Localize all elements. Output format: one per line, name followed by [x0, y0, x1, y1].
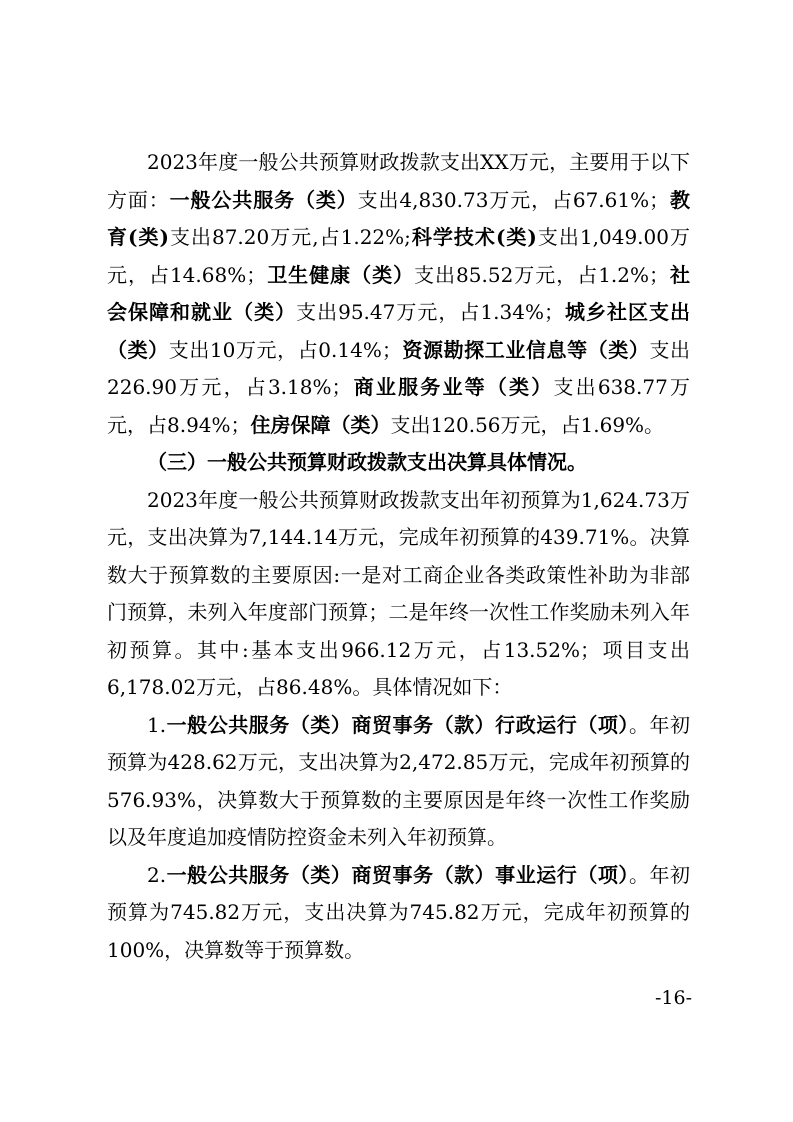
category-science-technology: 科学技术(类): [410, 225, 537, 249]
paragraph-budget-details: 2023年度一般公共预算财政拨款支出年初预算为1,624.73万元，支出决算为7,144.14万元，完成年初预算的439.71%。决算数大于预算数的主要原因:一是对工商企业各类政策性补助为非部门预算，未列入年度部门预算；二是年终一次性工作奖励未列入年初预算。其中:基本支出966.12万元，占13.52%；项目支出6,178.02万元，占86.48%。具体情况如下：: [107, 487, 690, 699]
item-title: 一般公共服务（类）商贸事务（款）事业运行（项）: [166, 862, 629, 887]
text-segment: 支出95.47万元，占1.34%；: [296, 300, 564, 324]
text-segment: 支出120.56万元，占1.69%。: [390, 412, 665, 437]
category-housing: 住房保障（类）: [250, 412, 391, 437]
category-commercial-services: 商业服务业等（类）: [351, 375, 554, 399]
paragraph-item-1: [107, 707, 690, 857]
item-number: 1.: [147, 712, 167, 737]
category-education: 教育(类): [107, 187, 691, 249]
item-body: 。年初预算为745.82万元，支出决算为745.82万元，完成年初预算的100%，决算数等于预算数。: [107, 862, 691, 962]
category-urban-rural-community: 城乡社区支出（类）: [107, 300, 691, 362]
text-segment: 支出4,830.73万元，占67.61%；: [357, 187, 670, 212]
text-segment: 支出87.20万元,占1.22%;: [168, 225, 411, 249]
text-segment: 2023年度一般公共预算财政拨款支出XX万元，主要用于以下方面：: [107, 150, 690, 212]
category-social-security: 社会保障和就业（类）: [107, 262, 691, 324]
section-heading: （三）一般公共预算财政拨款支出决算具体情况。: [147, 450, 587, 474]
paragraph-item-2: [107, 857, 690, 970]
paragraph-expenditure-summary: [107, 144, 690, 444]
item-title: 一般公共服务（类）商贸事务（款）行政运行（项）: [166, 712, 629, 737]
body-text: [107, 144, 690, 969]
category-resource-exploration: 资源勘探工业信息等（类）: [401, 337, 650, 362]
page-number: -16-: [654, 987, 692, 1009]
text-segment: 支出226.90万元，占3.18%；: [107, 337, 691, 399]
item-body: 。年初预算为428.62万元，支出决算为2,472.85万元，完成年初预算的576.93%，决算数大于预算数的主要原因是年终一次性工作奖励以及年度追加疫情防控资金未列入年初预算。: [107, 712, 691, 849]
category-general-public-services: 一般公共服务（类）: [169, 187, 358, 212]
text-segment: 支出10万元，占0.14%；: [168, 337, 402, 362]
item-number: 2.: [147, 862, 167, 887]
text-segment: 支出1,049.00万元，占14.68%；: [107, 225, 690, 287]
text-segment: 支出638.77万元，占8.94%；: [107, 375, 691, 437]
category-health: 卫生健康（类）: [266, 262, 415, 287]
text-segment: 支出85.52万元，占1.2%；: [414, 262, 670, 287]
